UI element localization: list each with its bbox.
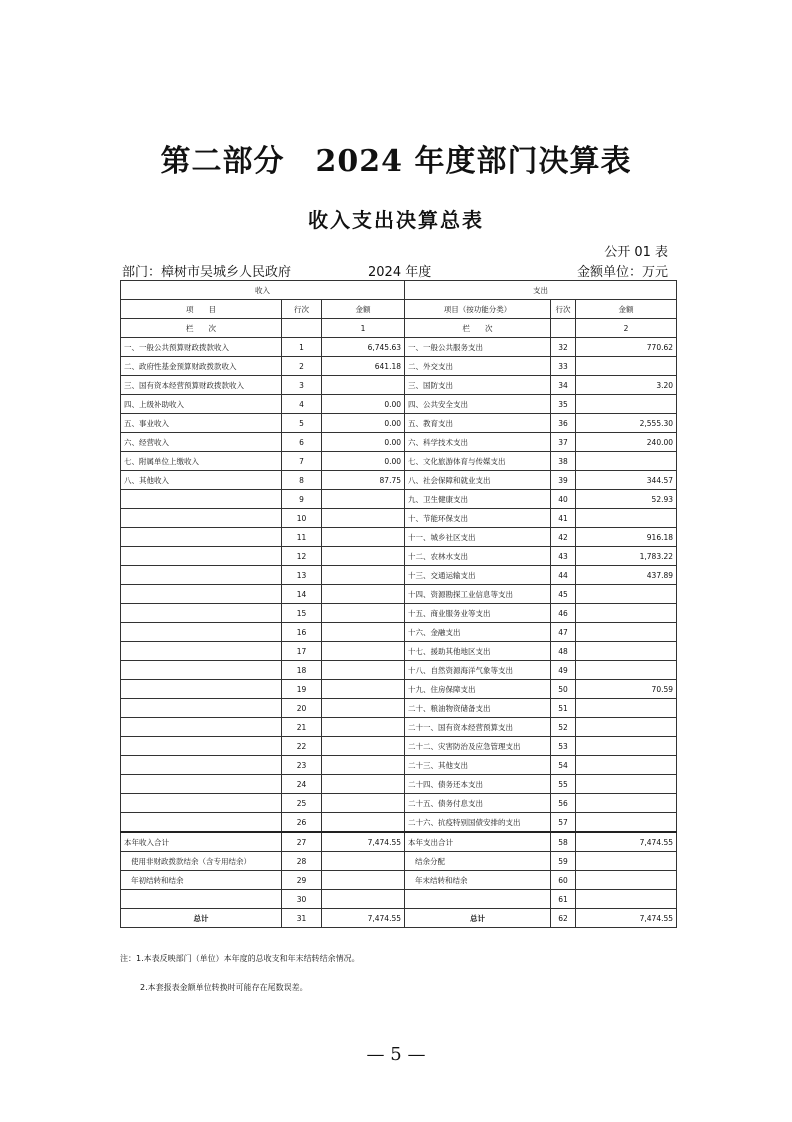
income-amount bbox=[322, 661, 405, 680]
expense-amount: 1,783.22 bbox=[576, 547, 677, 566]
income-item: 年初结转和结余 bbox=[121, 871, 282, 890]
expense-item: 十三、交通运输支出 bbox=[405, 566, 551, 585]
expense-header: 支出 bbox=[405, 281, 677, 300]
expense-item: 总计 bbox=[405, 909, 551, 928]
income-amount: 0.00 bbox=[322, 414, 405, 433]
income-row-number: 25 bbox=[282, 794, 322, 813]
expense-row-number: 56 bbox=[551, 794, 576, 813]
income-header: 收入 bbox=[121, 281, 405, 300]
income-amount bbox=[322, 604, 405, 623]
income-item bbox=[121, 661, 282, 680]
income-row-header: 行次 bbox=[282, 300, 322, 319]
income-item bbox=[121, 566, 282, 585]
income-amount bbox=[322, 737, 405, 756]
expense-item: 六、科学技术支出 bbox=[405, 433, 551, 452]
expense-amount bbox=[576, 661, 677, 680]
income-item bbox=[121, 794, 282, 813]
expense-item: 十七、援助其他地区支出 bbox=[405, 642, 551, 661]
expense-item: 一、一般公共服务支出 bbox=[405, 338, 551, 357]
table-row bbox=[121, 433, 677, 452]
income-amount bbox=[322, 890, 405, 909]
expense-amount bbox=[576, 357, 677, 376]
income-item bbox=[121, 585, 282, 604]
expense-item bbox=[405, 890, 551, 909]
income-row-number: 29 bbox=[282, 871, 322, 890]
income-row-number: 19 bbox=[282, 680, 322, 699]
income-amount bbox=[322, 852, 405, 871]
expense-item-header: 项目（按功能分类） bbox=[405, 300, 551, 319]
income-amount-header: 金额 bbox=[322, 300, 405, 319]
table-row bbox=[121, 338, 677, 357]
expense-item: 二十四、债务还本支出 bbox=[405, 775, 551, 794]
income-amount bbox=[322, 794, 405, 813]
expense-item: 十八、自然资源海洋气象等支出 bbox=[405, 661, 551, 680]
expense-amount bbox=[576, 852, 677, 871]
table-row bbox=[121, 756, 677, 775]
income-index-label: 栏 次 bbox=[121, 319, 282, 338]
income-item bbox=[121, 699, 282, 718]
income-item: 一、一般公共预算财政拨款收入 bbox=[121, 338, 282, 357]
income-item bbox=[121, 775, 282, 794]
income-item bbox=[121, 756, 282, 775]
expense-item: 二、外交支出 bbox=[405, 357, 551, 376]
income-amount: 641.18 bbox=[322, 357, 405, 376]
income-item: 总计 bbox=[121, 909, 282, 928]
expense-item: 九、卫生健康支出 bbox=[405, 490, 551, 509]
income-item-header: 项 目 bbox=[121, 300, 282, 319]
expense-item: 十、节能环保支出 bbox=[405, 509, 551, 528]
table-row bbox=[121, 642, 677, 661]
table-row bbox=[121, 471, 677, 490]
expense-amount: 70.59 bbox=[576, 680, 677, 699]
table-row bbox=[121, 661, 677, 680]
income-row-number: 8 bbox=[282, 471, 322, 490]
expense-item: 十一、城乡社区支出 bbox=[405, 528, 551, 547]
expense-amount: 240.00 bbox=[576, 433, 677, 452]
table-title: 收入支出决算总表 bbox=[308, 208, 484, 232]
income-row-number: 5 bbox=[282, 414, 322, 433]
expense-amount: 52.93 bbox=[576, 490, 677, 509]
expense-amount: 344.57 bbox=[576, 471, 677, 490]
expense-amount: 916.18 bbox=[576, 528, 677, 547]
expense-amount bbox=[576, 699, 677, 718]
expense-row-number: 38 bbox=[551, 452, 576, 471]
note-2: 2.本套报表金额单位转换时可能存在尾数误差。 bbox=[140, 983, 308, 992]
income-item: 七、附属单位上缴收入 bbox=[121, 452, 282, 471]
expense-amount bbox=[576, 813, 677, 833]
expense-row-number: 46 bbox=[551, 604, 576, 623]
income-row-number: 13 bbox=[282, 566, 322, 585]
income-row-number: 2 bbox=[282, 357, 322, 376]
income-row-number: 12 bbox=[282, 547, 322, 566]
table-row bbox=[121, 509, 677, 528]
income-row-number: 3 bbox=[282, 376, 322, 395]
income-amount bbox=[322, 490, 405, 509]
table-row bbox=[121, 452, 677, 471]
total-row bbox=[121, 832, 677, 852]
income-item bbox=[121, 718, 282, 737]
income-amount bbox=[322, 718, 405, 737]
income-amount bbox=[322, 376, 405, 395]
income-amount: 0.00 bbox=[322, 452, 405, 471]
table-row bbox=[121, 813, 677, 833]
expense-amount bbox=[576, 585, 677, 604]
expense-item: 二十五、债务付息支出 bbox=[405, 794, 551, 813]
empty-cell bbox=[282, 319, 322, 338]
section-header-row bbox=[121, 281, 677, 300]
expense-amount bbox=[576, 623, 677, 642]
empty-cell bbox=[551, 319, 576, 338]
expense-item: 二十二、灾害防治及应急管理支出 bbox=[405, 737, 551, 756]
expense-amount bbox=[576, 871, 677, 890]
income-item: 四、上级补助收入 bbox=[121, 395, 282, 414]
expense-row-number: 48 bbox=[551, 642, 576, 661]
income-index-number: 1 bbox=[322, 319, 405, 338]
expense-item: 十九、住房保障支出 bbox=[405, 680, 551, 699]
table-row bbox=[121, 566, 677, 585]
expense-item: 结余分配 bbox=[405, 852, 551, 871]
expense-row-number: 42 bbox=[551, 528, 576, 547]
income-item bbox=[121, 528, 282, 547]
income-item: 八、其他收入 bbox=[121, 471, 282, 490]
income-amount bbox=[322, 528, 405, 547]
table-row bbox=[121, 794, 677, 813]
expense-row-number: 45 bbox=[551, 585, 576, 604]
expense-row-number: 52 bbox=[551, 718, 576, 737]
expense-item: 年末结转和结余 bbox=[405, 871, 551, 890]
income-amount: 0.00 bbox=[322, 395, 405, 414]
expense-amount bbox=[576, 794, 677, 813]
column-header-row bbox=[121, 300, 677, 319]
income-amount bbox=[322, 623, 405, 642]
income-row-number: 9 bbox=[282, 490, 322, 509]
expense-row-number: 53 bbox=[551, 737, 576, 756]
budget-table-body bbox=[121, 281, 677, 928]
income-row-number: 15 bbox=[282, 604, 322, 623]
income-row-number: 4 bbox=[282, 395, 322, 414]
income-amount bbox=[322, 642, 405, 661]
income-amount bbox=[322, 871, 405, 890]
expense-item: 七、文化旅游体育与传媒支出 bbox=[405, 452, 551, 471]
income-item bbox=[121, 813, 282, 833]
income-item bbox=[121, 680, 282, 699]
income-item bbox=[121, 490, 282, 509]
total-row bbox=[121, 871, 677, 890]
income-item bbox=[121, 737, 282, 756]
table-row bbox=[121, 547, 677, 566]
income-item: 二、政府性基金预算财政拨款收入 bbox=[121, 357, 282, 376]
expense-amount bbox=[576, 395, 677, 414]
income-amount bbox=[322, 547, 405, 566]
table-row bbox=[121, 623, 677, 642]
income-row-number: 17 bbox=[282, 642, 322, 661]
expense-row-number: 43 bbox=[551, 547, 576, 566]
total-row bbox=[121, 852, 677, 871]
expense-index-label: 栏 次 bbox=[405, 319, 551, 338]
year-label: 2024 年度 bbox=[368, 265, 432, 280]
expense-row-number: 62 bbox=[551, 909, 576, 928]
expense-row-number: 55 bbox=[551, 775, 576, 794]
income-item: 六、经营收入 bbox=[121, 433, 282, 452]
expense-row-number: 32 bbox=[551, 338, 576, 357]
expense-row-number: 47 bbox=[551, 623, 576, 642]
income-item bbox=[121, 604, 282, 623]
income-row-number: 11 bbox=[282, 528, 322, 547]
income-row-number: 7 bbox=[282, 452, 322, 471]
note-1: 注：1.本表反映部门（单位）本年度的总收支和年末结转结余情况。 bbox=[120, 954, 360, 963]
expense-row-number: 37 bbox=[551, 433, 576, 452]
expense-amount bbox=[576, 509, 677, 528]
expense-row-number: 35 bbox=[551, 395, 576, 414]
income-item: 五、事业收入 bbox=[121, 414, 282, 433]
table-row bbox=[121, 718, 677, 737]
expense-amount bbox=[576, 756, 677, 775]
expense-row-header: 行次 bbox=[551, 300, 576, 319]
form-code: 公开 01 表 bbox=[604, 245, 668, 260]
income-row-number: 26 bbox=[282, 813, 322, 833]
income-row-number: 28 bbox=[282, 852, 322, 871]
expense-item: 十四、资源勘探工业信息等支出 bbox=[405, 585, 551, 604]
income-item bbox=[121, 623, 282, 642]
table-row bbox=[121, 699, 677, 718]
income-row-number: 10 bbox=[282, 509, 322, 528]
expense-item: 二十、粮油物资储备支出 bbox=[405, 699, 551, 718]
expense-row-number: 44 bbox=[551, 566, 576, 585]
expense-row-number: 54 bbox=[551, 756, 576, 775]
table-row bbox=[121, 585, 677, 604]
expense-amount: 2,555.30 bbox=[576, 414, 677, 433]
income-item: 三、国有资本经营预算财政拨款收入 bbox=[121, 376, 282, 395]
expense-row-number: 40 bbox=[551, 490, 576, 509]
expense-row-number: 58 bbox=[551, 832, 576, 852]
income-amount bbox=[322, 585, 405, 604]
table-row bbox=[121, 775, 677, 794]
expense-row-number: 61 bbox=[551, 890, 576, 909]
income-amount bbox=[322, 756, 405, 775]
expense-item: 三、国防支出 bbox=[405, 376, 551, 395]
income-amount bbox=[322, 680, 405, 699]
income-row-number: 21 bbox=[282, 718, 322, 737]
expense-amount: 437.89 bbox=[576, 566, 677, 585]
income-row-number: 22 bbox=[282, 737, 322, 756]
expense-amount: 3.20 bbox=[576, 376, 677, 395]
expense-row-number: 41 bbox=[551, 509, 576, 528]
expense-row-number: 39 bbox=[551, 471, 576, 490]
table-row bbox=[121, 737, 677, 756]
income-row-number: 31 bbox=[282, 909, 322, 928]
income-amount: 7,474.55 bbox=[322, 832, 405, 852]
expense-item: 十二、农林水支出 bbox=[405, 547, 551, 566]
unit-label: 金额单位：万元 bbox=[576, 265, 668, 280]
income-amount bbox=[322, 775, 405, 794]
income-amount bbox=[322, 699, 405, 718]
income-amount bbox=[322, 509, 405, 528]
expense-item: 本年支出合计 bbox=[405, 832, 551, 852]
income-row-number: 30 bbox=[282, 890, 322, 909]
income-row-number: 6 bbox=[282, 433, 322, 452]
income-row-number: 18 bbox=[282, 661, 322, 680]
page-title: 第二部分 2024 年度部门决算表 bbox=[160, 144, 632, 179]
expense-item: 十五、商业服务业等支出 bbox=[405, 604, 551, 623]
expense-amount: 770.62 bbox=[576, 338, 677, 357]
expense-amount bbox=[576, 604, 677, 623]
page-number: — 5 — bbox=[366, 1044, 426, 1065]
expense-amount-header: 金额 bbox=[576, 300, 677, 319]
total-row bbox=[121, 890, 677, 909]
expense-item: 八、社会保障和就业支出 bbox=[405, 471, 551, 490]
income-row-number: 24 bbox=[282, 775, 322, 794]
income-amount: 87.75 bbox=[322, 471, 405, 490]
expense-amount: 7,474.55 bbox=[576, 909, 677, 928]
expense-amount bbox=[576, 642, 677, 661]
table-row bbox=[121, 376, 677, 395]
expense-item: 二十一、国有资本经营预算支出 bbox=[405, 718, 551, 737]
expense-row-number: 59 bbox=[551, 852, 576, 871]
expense-row-number: 50 bbox=[551, 680, 576, 699]
income-amount: 0.00 bbox=[322, 433, 405, 452]
income-item bbox=[121, 642, 282, 661]
table-row bbox=[121, 604, 677, 623]
income-amount: 7,474.55 bbox=[322, 909, 405, 928]
expense-row-number: 60 bbox=[551, 871, 576, 890]
expense-row-number: 57 bbox=[551, 813, 576, 833]
expense-item: 四、公共安全支出 bbox=[405, 395, 551, 414]
expense-index-number: 2 bbox=[576, 319, 677, 338]
expense-row-number: 49 bbox=[551, 661, 576, 680]
department-label: 部门：樟树市吴城乡人民政府 bbox=[122, 265, 292, 280]
table-row bbox=[121, 528, 677, 547]
table-row bbox=[121, 490, 677, 509]
expense-row-number: 51 bbox=[551, 699, 576, 718]
column-index-row bbox=[121, 319, 677, 338]
total-row bbox=[121, 909, 677, 928]
table-row bbox=[121, 357, 677, 376]
expense-item: 二十六、抗疫特别国债安排的支出 bbox=[405, 813, 551, 833]
income-row-number: 14 bbox=[282, 585, 322, 604]
table-row bbox=[121, 414, 677, 433]
income-item: 本年收入合计 bbox=[121, 832, 282, 852]
income-amount bbox=[322, 813, 405, 833]
expense-item: 五、教育支出 bbox=[405, 414, 551, 433]
income-amount: 6,745.63 bbox=[322, 338, 405, 357]
income-item: 使用非财政拨款结余（含专用结余） bbox=[121, 852, 282, 871]
income-row-number: 20 bbox=[282, 699, 322, 718]
table-row bbox=[121, 680, 677, 699]
expense-row-number: 34 bbox=[551, 376, 576, 395]
income-item bbox=[121, 890, 282, 909]
budget-table bbox=[120, 280, 677, 928]
income-item bbox=[121, 547, 282, 566]
expense-amount bbox=[576, 890, 677, 909]
expense-amount bbox=[576, 737, 677, 756]
expense-row-number: 36 bbox=[551, 414, 576, 433]
expense-amount: 7,474.55 bbox=[576, 832, 677, 852]
expense-item: 二十三、其他支出 bbox=[405, 756, 551, 775]
expense-amount bbox=[576, 452, 677, 471]
table-row bbox=[121, 395, 677, 414]
notes bbox=[120, 944, 360, 1002]
expense-amount bbox=[576, 718, 677, 737]
income-row-number: 27 bbox=[282, 832, 322, 852]
income-item bbox=[121, 509, 282, 528]
income-amount bbox=[322, 566, 405, 585]
expense-amount bbox=[576, 775, 677, 794]
expense-row-number: 33 bbox=[551, 357, 576, 376]
income-row-number: 16 bbox=[282, 623, 322, 642]
income-row-number: 23 bbox=[282, 756, 322, 775]
income-row-number: 1 bbox=[282, 338, 322, 357]
expense-item: 十六、金融支出 bbox=[405, 623, 551, 642]
